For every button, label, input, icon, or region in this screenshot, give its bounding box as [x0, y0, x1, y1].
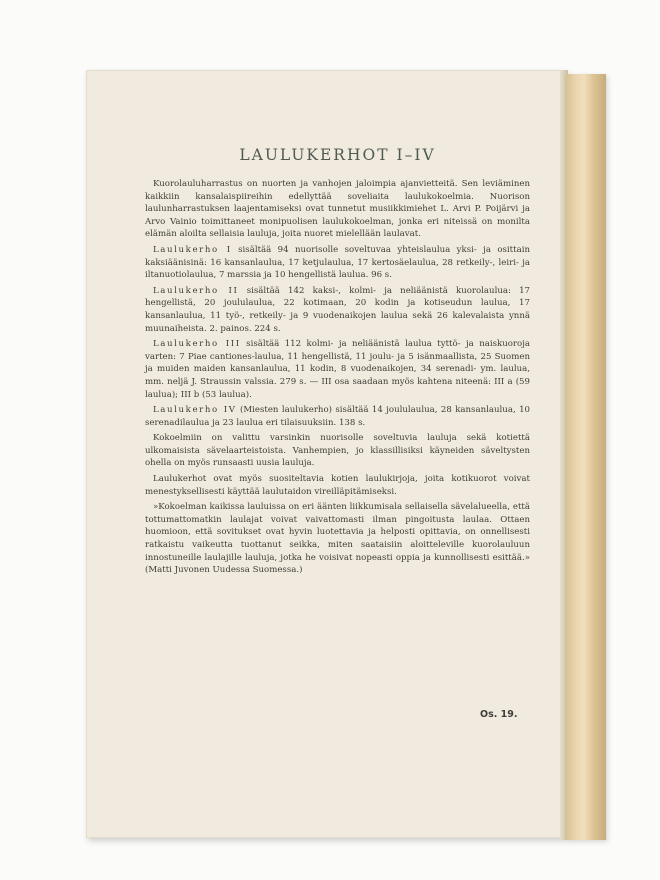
volume-description: sisältää 142 kaksi-, kolmi- ja neliäänistä kuorolaulua: 17 hengellistä, 20 joululaulua, 22 kotimaan, 20 kodin ja kotiseudun laulua, 17 kansanlaulua, 11 työ-, retkeily- ja 9 vuodenaikojen laulua sekä 26 kalevalaista ynnä muunaiheista. 2. painos. 224 s. — [145, 285, 531, 334]
volume-description: sisältää 112 kolmi- ja neliäänistä laulua tyttö- ja naiskuoroja varten: 7 Piae cantiones-laulua, 11 hengellistä, 11 joulu- ja 5 isänmaallista, 25 Suomen ja muiden maiden kansanlaulua, 11 kodin, 8 vuodenaikojen, 34 serenadi- ym. laulua, mm. neljä J. Straussin valssia. 279 s. — III osa saadaan myös kahtena niteenä: III a (59 laulua); III b (53 laulua). — [145, 339, 530, 400]
review-quote: »Kokoelman kaikissa lauluissa on eri äänten liikkumisala sellaisella sävelalueella, että tottumattomatkin laulajat voivat vaivattomasti ilman pingoitusta laulaa. Ottaen huomioon, että sovitukset ovat hyvin luotettavia ja helposti opittavia, on onnellisesti ratkaistu vaikeutta tuottanut seikka, miten saataisiin aloitteleville kuorolauluun innostuneille laulajille lauluja, jotka he voisivat nopeasti oppia ja kunnollisesti esittää.» (Matti Juvonen Uudessa Suomessa.) — [145, 502, 530, 576]
cover-title: LAULUKERHOT I–IV — [239, 146, 436, 164]
volume-entry-2 — [145, 285, 530, 335]
selection-paragraph: Kokoelmiin on valittu varsinkin nuorisolle soveltuvia lauluja sekä kotiettä ulkomaisista sävelaarteistoista. Vanhempien, jo klassillisiksi käyneiden säveltysten ohella on myös runsaasti uusia lauluja. — [145, 433, 530, 469]
volume-name: Laulukerho II — [153, 285, 239, 296]
intro-paragraph: Kuorolauluharrastus on nuorten ja vanhojen jaloimpia ajanvietteitä. Sen leviäminen kaikkiin kansalaispiireihin edellyttää soveliaita laulukokoelmia. Nuorison laulunharrastuksen laajentamiseksi ovat tunnetut musiikkimiehet L. Arvi P. Poijärvi ja Arvo Vainio toimittaneet monipuolisen laulukokoelman, jonka eri niteissä on monilta elämän aloilta sellaisia lauluja, joita nuoret mielellään laulavat. — [145, 179, 530, 240]
volume-entry-1 — [145, 244, 530, 282]
volume-description: (Miesten laulukerho) sisältää 14 joululaulua, 28 kansanlaulua, 10 serenadilaulua ja 23 laulua eri tilaisuuksiin. 138 s. — [145, 405, 531, 428]
book-spine — [566, 74, 606, 840]
home-use-paragraph: Laulukerhot ovat myös suositeltavia kotien laulukirjoja, joita kotikuorot voivat menestyksellisesti käyttää laulutaidon vireilläpitämiseksi. — [145, 474, 530, 497]
volume-entry-4 — [145, 404, 530, 429]
volume-description: sisältää 94 nuorisolle soveltuvaa yhteislaulua yksi- ja osittain kaksiäänisinä: 16 kansanlaulua, 17 ketjulaulua, 17 kertosäelaulua, 28 retkeily-, leiri- ja iltanuotiolaulua, 7 marssia ja 10 hengellistä laulua. 96 s. — [145, 244, 530, 281]
volume-name: Laulukerho I — [153, 244, 232, 255]
catalog-code: Os. 19. — [480, 709, 518, 720]
volume-entry-3 — [145, 338, 530, 401]
volume-name: Laulukerho III — [153, 339, 241, 350]
cover-text-block — [145, 146, 530, 580]
volume-name: Laulukerho IV — [153, 405, 237, 416]
